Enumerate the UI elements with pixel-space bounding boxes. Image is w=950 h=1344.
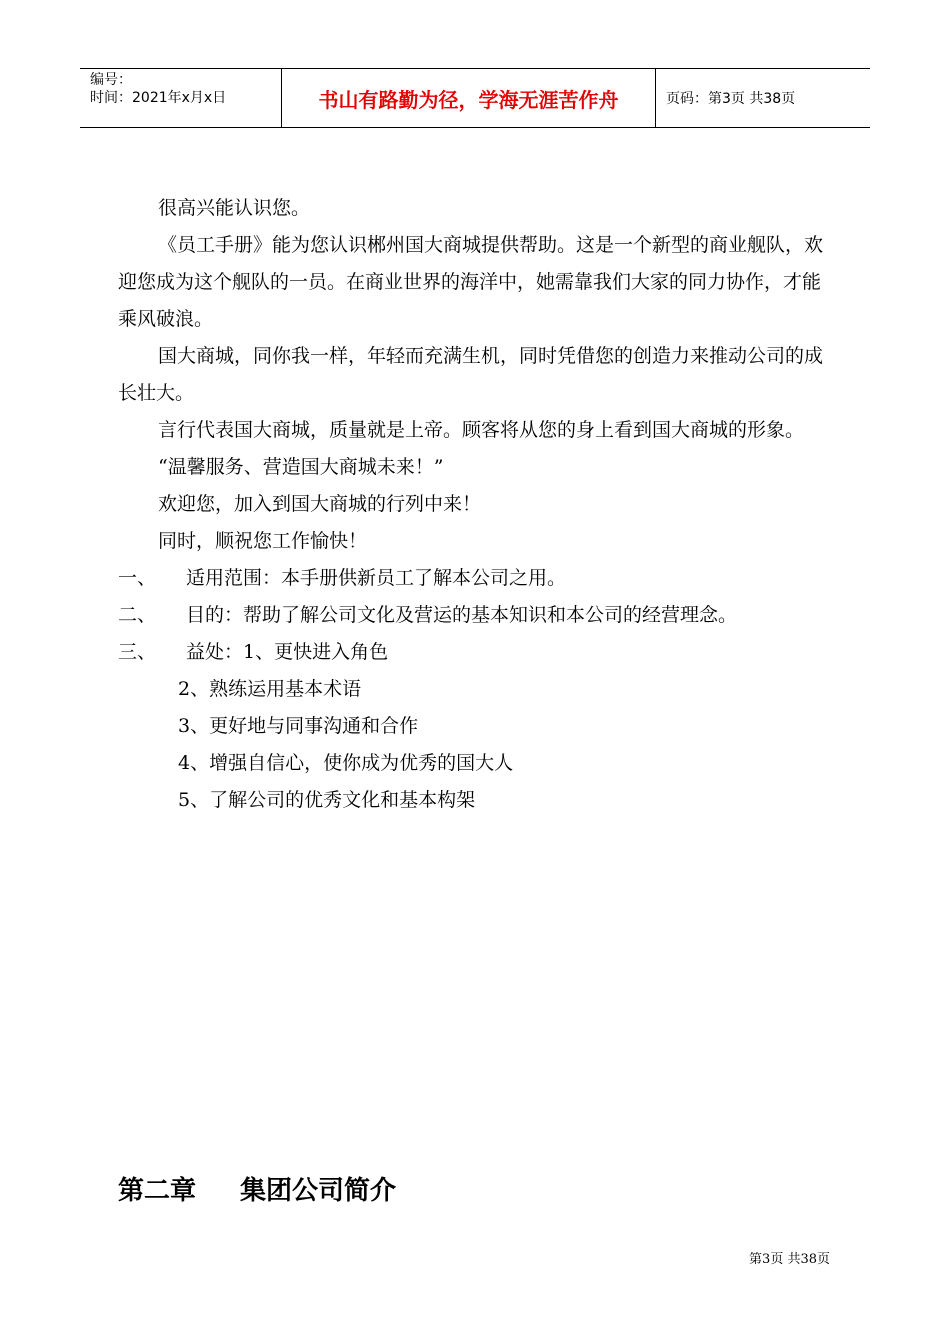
chapter-heading [118,1170,396,1207]
list-number: 一、 [118,567,157,589]
list-text: 目的：帮助了解公司文化及营运的基本知识和本公司的经营理念。 [186,604,738,626]
paragraph-greeting: 很高兴能认识您。 [158,197,311,219]
list-item-purpose [118,597,838,634]
header-meta [80,69,282,127]
paragraph-company: 国大商城，同你我一样，年轻而充满生机，同时凭借您的创造力来推动公司的成长壮大。 [118,345,824,404]
paragraph-handbook: 《员工手册》能为您认识郴州国大商城提供帮助。这是一个新型的商业舰队，欢迎您成为这个舰队的一员。在商业世界的海洋中，她需靠我们大家的同力协作，才能乘风破浪。 [118,234,824,330]
chapter-number: 第二章 [118,1176,197,1206]
benefit-item: 2、熟练运用基本术语 [178,678,362,700]
list-number: 二、 [118,604,157,626]
chapter-title: 集团公司简介 [240,1176,397,1206]
list-item-benefits [118,634,838,671]
paragraph-slogan: “温馨服务、营造国大商城未来！” [158,456,444,478]
benefit-item: 4、增强自信心，使你成为优秀的国大人 [178,752,514,774]
header-page-info: 页码：第3页 共38页 [666,91,796,107]
benefit-item: 3、更好地与同事沟通和合作 [178,715,419,737]
page-header [80,68,870,128]
header-motto: 书山有路勤为径，学海无涯苦作舟 [282,69,656,127]
time-label: 时间：2021年x月x日 [90,90,227,106]
list-text: 适用范围：本手册供新员工了解本公司之用。 [186,567,567,589]
paragraph-welcome: 欢迎您，加入到国大商城的行列中来！ [158,493,482,515]
list-text: 益处：1、更快进入角色 [186,641,389,663]
number-label: 编号： [90,72,132,88]
document-body [118,190,838,819]
paragraph-quality: 言行代表国大商城，质量就是上帝。顾客将从您的身上看到国大商城的形象。 [158,419,805,441]
list-item-scope [118,560,838,597]
benefit-item: 5、了解公司的优秀文化和基本构架 [178,789,476,811]
page-footer: 第3页 共38页 [749,1252,830,1267]
list-number: 三、 [118,641,157,663]
paragraph-wishes: 同时，顺祝您工作愉快！ [158,530,368,552]
